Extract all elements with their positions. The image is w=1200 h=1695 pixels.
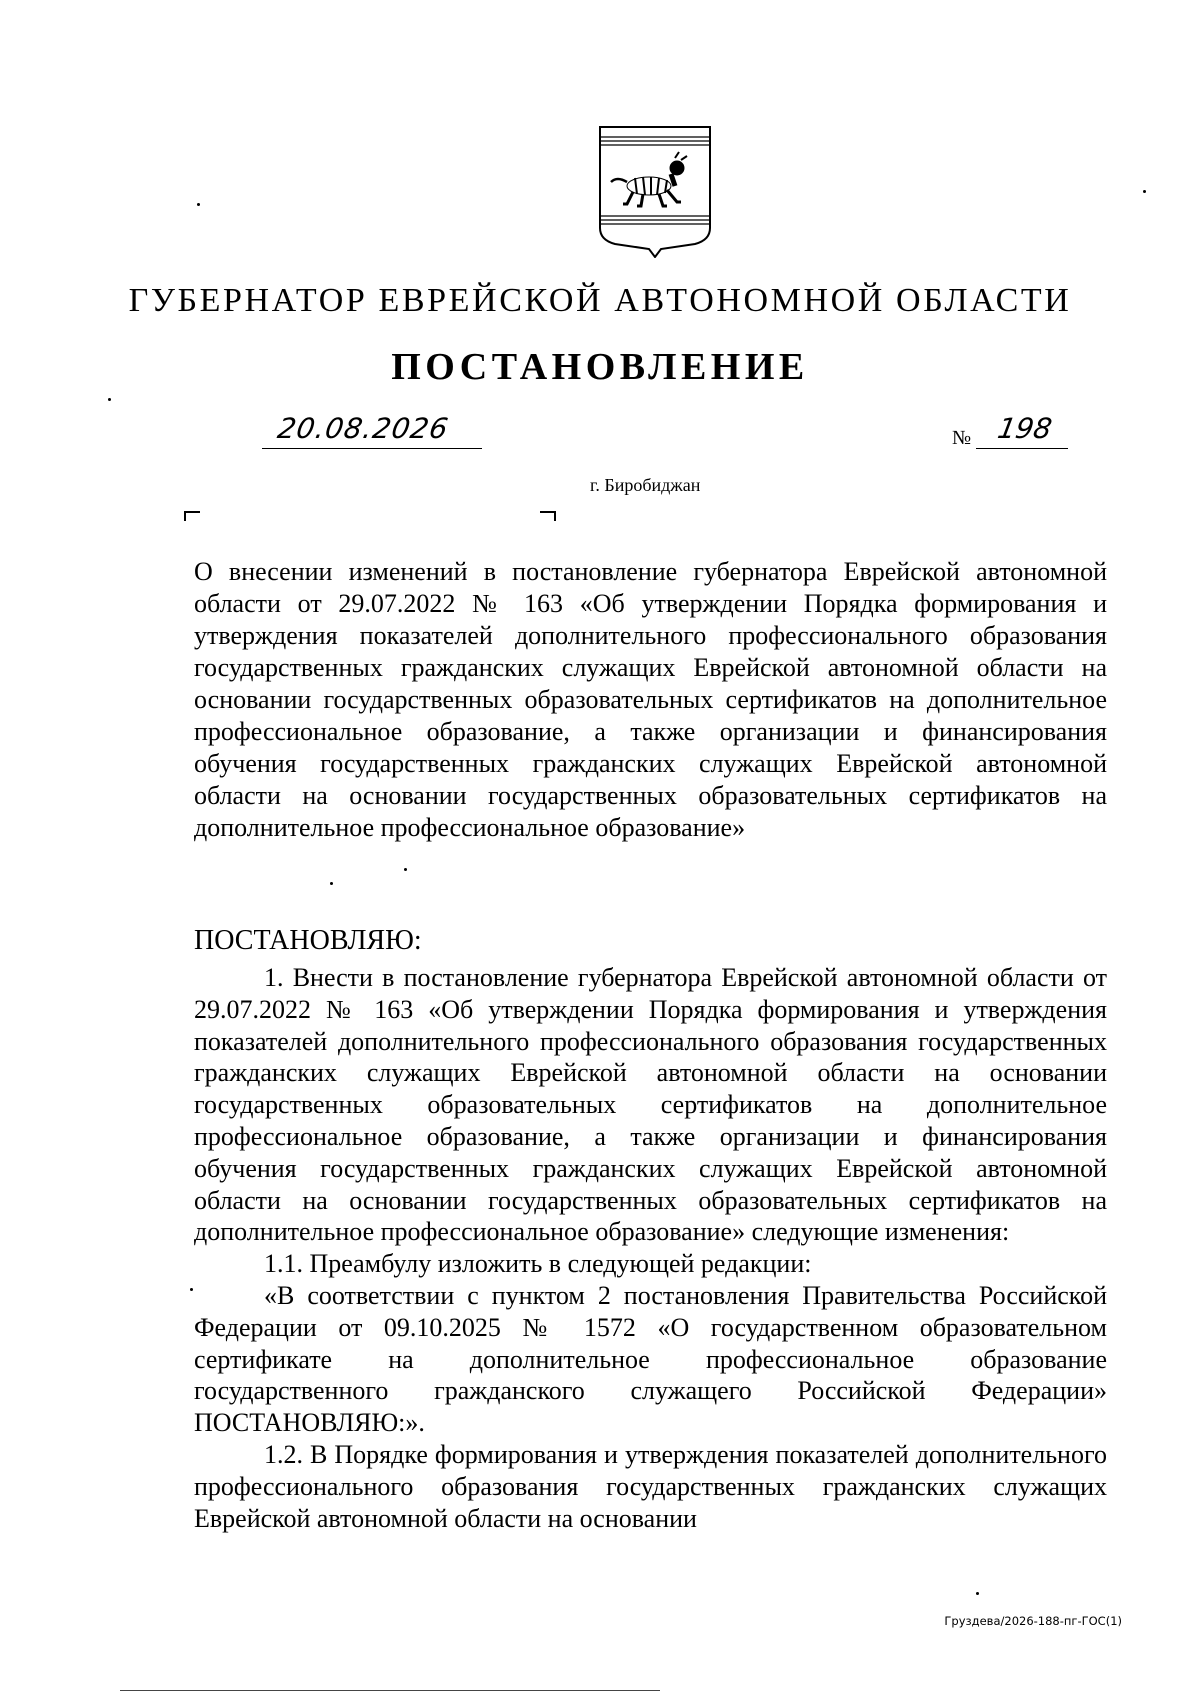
bottom-rule [120,1690,660,1691]
date-field [262,412,482,449]
scan-speck [108,398,111,401]
scan-speck [197,203,200,206]
document-type-heading: ПОСТАНОВЛЕНИЕ [391,346,809,388]
footer-reference: Груздева/2026-188-пг-ГОС(1) [944,1614,1122,1628]
scan-speck [190,1288,193,1291]
coat-of-arms-emblem [597,124,713,258]
paragraph-1: 1. Внести в постановление губернатора Еврейской автономной области от 29.07.2022 № 163 «Об утверждении Порядка формирования и утверждения показателей дополнительного профессионального образования государственных гражданских служащих Еврейской автономной области на основании государственных образовательных сертификатов на дополнительное профессиональное образование, а также организации и финансирования обучения государственных гражданских служащих Еврейской автономной области на основании государственных образовательных сертификатов на дополнительное профессиональное образование» следующие изменения: [194,963,1107,1247]
number-field [976,412,1068,449]
tiger-icon [611,152,687,206]
title-bracket-right [540,511,556,521]
city-label: г. Биробиджан [590,475,701,495]
issuer-heading: ГУБЕРНАТОР ЕВРЕЙСКОЙ АВТОНОМНОЙ ОБЛАСТИ [128,282,1072,319]
scan-speck [330,882,333,885]
scan-speck [404,868,407,871]
document-body [194,962,1107,1534]
handwritten-date: 20.08.2026 [275,412,452,445]
scan-speck [976,1592,979,1595]
paragraph-preamble: «В соответствии с пунктом 2 постановления Правительства Российской Федерации от 09.10.2025 № 1572 «О государственном образовательном сертификате на дополнительное профессиональное образование государственного гражданского служащего Российской Федерации» ПОСТАНОВЛЯЮ:». [194,1280,1107,1438]
handwritten-number: 198 [995,412,1055,445]
paragraph-1-2: 1.2. В Порядке формирования и утверждения показателей дополнительного профессионального образования государственных гражданских служащих Еврейской автономной области на основании [194,1439,1107,1533]
number-sign: № [952,427,972,449]
scan-speck [1143,190,1146,193]
paragraph-1-1: 1.1. Преамбулу изложить в следующей редакции: [264,1249,812,1279]
title-bracket-left [184,511,200,521]
decree-word: ПОСТАНОВЛЯЮ: [194,925,422,956]
document-title: О внесении изменений в постановление губернатора Еврейской автономной области от 29.07.2022 № 163 «Об утверждении Порядка формирования и утверждения показателей дополнительного профессионального образования государственных гражданских служащих Еврейской автономной области на основании государственных образовательных сертификатов на дополнительное профессиональное образование, а также организации и финансирования обучения государственных гражданских служащих Еврейской автономной области на основании государственных образовательных сертификатов на дополнительное профессиональное образование» [194,557,1107,842]
